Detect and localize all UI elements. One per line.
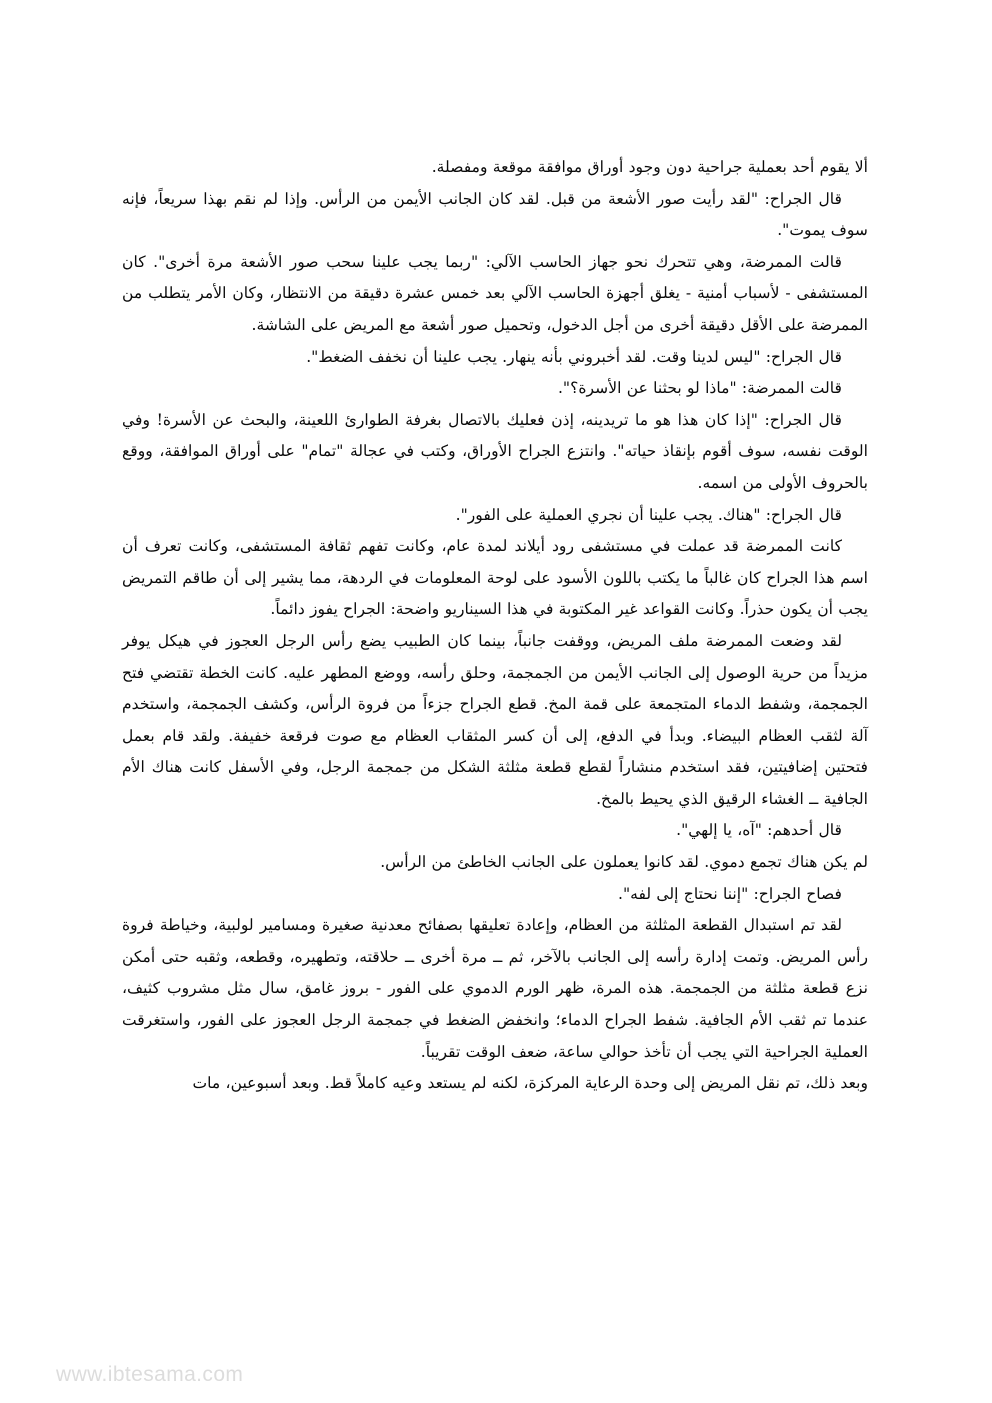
paragraph-nurse-beds-question: قالت الممرضة: "ماذا لو بحثنا عن الأسرة؟". <box>557 379 842 398</box>
paragraph-continued-line: ألا يقوم أحد بعملية جراحية دون وجود أوراق موافقة موقعة ومفصلة. <box>431 158 868 176</box>
paragraph-surgery-procedure: لقد وضعت الممرضة ملف المريض، ووقفت جانباً، بينما كان الطبيب يضع رأس الرجل العجوز في هيكل يوفر مزيداً من حرية الوصول إلى الجانب الأيمن من الجمجمة، وحلق رأسه، ووضع المطهر عليه. كانت الخطة تقتضي فتح الجمجمة، وشفط الدماء المتجمعة على قمة المخ. قطع الجراح جزءاً من فروة الرأس، وكشف الجمجمة، واستخدم آلة لثقب العظام البيضاء. وبدأ في الدفع، إلى أن كسر المثقاب العظام مع صوت فرقعة خفيفة. ولقد قام بعمل فتحتين إضافيتين، فقد استخدم منشاراً لقطع قطعة مثلثة الشكل من جمجمة الرجل، وفي الأسفل كانت هناك الأم الجافية ــ الغشاء الرقيق الذي يحيط بالمخ. <box>122 631 868 808</box>
paragraph-nurse-computer: قالت الممرضة، وهي تتحرك نحو جهاز الحاسب الآلي: "ربما يجب علينا سحب صور الأشعة مرة أخرى". كان المستشفى - لأسباب أمنية - يغلق أجهزة الحاسب الآلي بعد خمس عشرة دقيقة من الانتظار، وكان الأمر يتطلب من الممرضة على الأقل دقيقة أخرى من أجل الدخول، وتحميل صور أشعة مع المريض على الشاشة. <box>122 252 868 334</box>
watermark-url: www.ibtesama.com <box>56 1363 244 1386</box>
paragraph-surgeon-no-time: قال الجراح: "ليس لدينا وقت. لقد أخبروني بأنه ينهار. يجب علينا أن نخفف الضغط". <box>306 347 842 366</box>
paragraph-surgeon-operate-now: قال الجراح: "هناك. يجب علينا أن نجري العملية على الفور". <box>455 505 842 524</box>
paragraph-exclamation-oh-god: قال أحدهم: "آه، يا إلهي". <box>676 821 842 840</box>
paragraph-surgeon-emergency-room: قال الجراح: "إذا كان هذا هو ما تريدينه، إذن فعليك بالاتصال بغرفة الطوارئ اللعينة، والبحث عن الأسرة! وفي الوقت نفسه، سوف أقوم بإنقاذ حياته". وانتزع الجراح الأوراق، وكتب في عجالة "تمام" على أوراق الموافقة، ووقع بالحروف الأولى من اسمه. <box>122 410 868 492</box>
paragraph-nurse-hospital-culture: كانت الممرضة قد عملت في مستشفى رود أيلاند لمدة عام، وكانت تفهم ثقافة المستشفى، وكانت تعرف أن اسم هذا الجراح كان غالباً ما يكتب باللون الأسود على لوحة المعلومات في الردهة، مما يشير إلى أن طاقم التمريض يجب أن يكون حذراً. وكانت القواعد غير المكتوبة في هذا السيناريو واضحة: الجراح يفوز دائماً. <box>122 537 868 619</box>
paragraph-wrong-side: لم يكن هناك تجمع دموي. لقد كانوا يعملون على الجانب الخاطئ من الرأس. <box>380 853 868 872</box>
paragraph-surgeon-quote-xray: قال الجراح: "لقد رأيت صور الأشعة من قبل. لقد كان الجانب الأيمن من الرأس. وإذا لم نقم بهذا سريعاً، فإنه سوف يموت". <box>122 189 868 240</box>
paragraph-bone-replacement: لقد تم استبدال القطعة المثلثة من العظام، وإعادة تعليقها بصفائح معدنية صغيرة ومسامير لولبية، وخياطة فروة رأس المريض. وتمت إدارة رأسه إلى الجانب بالآخر، ثم ــ مرة أخرى ــ حلاقته، وتطهيره، وقطعه، وثقبه حتى أمكن نزع قطعة مثلثة من الجمجمة. هذه المرة، ظهر الورم الدموي على الفور - بروز غامق، سال مثل مشروب كثيف، عندما تم ثقب الأم الجافية. شفط الجراح الدماء؛ وانخفض الضغط في جمجمة الرجل العجوز على الفور، واستغرقت العملية الجراحية التي يجب أن تأخذ حوالي ساعة، ضعف الوقت تقريباً. <box>122 916 868 1061</box>
document-text-body <box>122 152 868 1100</box>
paragraph-surgeon-close-him: فصاح الجراح: "إننا نحتاج إلى لفه". <box>618 884 842 903</box>
paragraph-icu-outcome: وبعد ذلك، تم نقل المريض إلى وحدة الرعاية المركزة، لكنه لم يستعد وعيه كاملاً قط. وبعد أسبوعين، مات <box>192 1074 868 1093</box>
